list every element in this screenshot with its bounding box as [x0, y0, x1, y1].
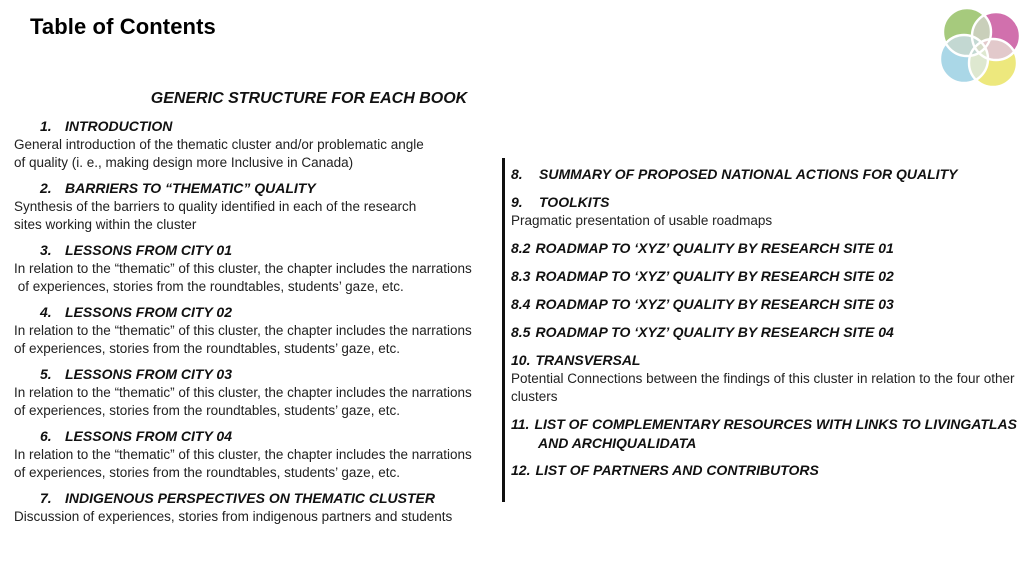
toc-item-description: In relation to the “thematic” of this cluster, the chapter includes the narrations — [14, 447, 472, 462]
toc-item-title-text: ROADMAP TO ‘XYZ’ QUALITY BY RESEARCH SITE 01 — [535, 240, 894, 256]
toc-item — [14, 365, 484, 420]
toc-item-heading — [14, 241, 484, 260]
toc-item — [511, 295, 1024, 314]
toc-item-heading — [511, 323, 1024, 342]
toc-item-heading — [511, 193, 1024, 212]
toc-item-number: 10. — [511, 352, 531, 368]
toc-item-title-text: ROADMAP TO ‘XYZ’ QUALITY BY RESEARCH SITE 03 — [535, 296, 894, 312]
toc-item-title-text: INDIGENOUS PERSPECTIVES ON THEMATIC CLUSTER — [65, 490, 435, 506]
toc-item-description: Pragmatic presentation of usable roadmaps — [511, 213, 773, 228]
toc-item — [511, 267, 1024, 286]
toc-item-number: 8.3 — [511, 268, 531, 284]
toc-item-heading — [14, 427, 484, 446]
toc-item-number: 1. — [40, 118, 52, 134]
toc-item-description: sites working within the cluster — [14, 217, 197, 232]
toc-item-heading — [511, 295, 1024, 314]
toc-item — [14, 241, 484, 296]
toc-item-description: In relation to the “thematic” of this cluster, the chapter includes the narrations — [14, 323, 472, 338]
toc-item-title-text: LIST OF COMPLEMENTARY RESOURCES WITH LINKS TO LIVINGATLAS — [534, 416, 1017, 432]
toc-item-description: General introduction of the thematic cluster and/or problematic angle — [14, 137, 424, 152]
toc-item — [511, 461, 1024, 480]
toc-item-title-text: TOOLKITS — [539, 194, 610, 210]
toc-item-description: Discussion of experiences, stories from indigenous partners and students — [14, 509, 453, 524]
toc-item-number: 9. — [511, 194, 523, 210]
toc-item-heading — [511, 461, 1024, 480]
toc-item-title-text: LESSONS FROM CITY 04 — [65, 428, 232, 444]
toc-item-title-text: SUMMARY OF PROPOSED NATIONAL ACTIONS FOR QUALITY — [539, 166, 958, 182]
toc-item-number: 11. — [511, 416, 530, 432]
toc-item-heading — [511, 165, 1024, 184]
toc-item-heading — [14, 489, 484, 508]
toc-item — [14, 489, 484, 526]
toc-item — [14, 303, 484, 358]
toc-item-heading — [511, 415, 1024, 434]
toc-item-title-text: LIST OF PARTNERS AND CONTRIBUTORS — [535, 462, 819, 478]
toc-item-title-text: LESSONS FROM CITY 01 — [65, 242, 232, 258]
toc-item — [14, 179, 484, 234]
toc-item-heading-line2: AND ARCHIQUALIDATA — [538, 435, 697, 451]
toc-item-number: 8.2 — [511, 240, 531, 256]
toc-item-heading — [14, 365, 484, 384]
toc-item-heading — [511, 351, 1024, 370]
column-divider-line — [502, 158, 505, 502]
toc-item-title-text: LESSONS FROM CITY 03 — [65, 366, 232, 382]
toc-heading: GENERIC STRUCTURE FOR EACH BOOK — [150, 90, 468, 107]
toc-item-description: of experiences, stories from the roundtables, students’ gaze, etc. — [14, 465, 400, 480]
toc-item-number: 4. — [40, 304, 52, 320]
toc-item — [14, 427, 484, 482]
logo — [936, 6, 1024, 90]
toc-item-description: Synthesis of the barriers to quality identified in each of the research — [14, 199, 417, 214]
toc-item-description: In relation to the “thematic” of this cluster, the chapter includes the narrations — [14, 385, 472, 400]
toc-item-title-text: BARRIERS TO “THEMATIC” QUALITY — [65, 180, 316, 196]
toc-right-column — [511, 165, 1024, 489]
toc-item-title-text: LESSONS FROM CITY 02 — [65, 304, 232, 320]
toc-item — [511, 323, 1024, 342]
toc-item-title-text: ROADMAP TO ‘XYZ’ QUALITY BY RESEARCH SITE 04 — [535, 324, 894, 340]
toc-item-description: of quality (i. e., making design more Inclusive in Canada) — [14, 155, 354, 170]
toc-item — [14, 117, 484, 172]
page-title: Table of Contents — [30, 14, 216, 39]
toc-item-number: 2. — [40, 180, 52, 196]
toc-item-heading — [511, 239, 1024, 258]
toc-item-title-text: INTRODUCTION — [65, 118, 173, 134]
toc-left-column — [14, 117, 484, 533]
toc-item-description: of experiences, stories from the roundtables, students’ gaze, etc. — [14, 403, 400, 418]
toc-item — [511, 193, 1024, 230]
toc-item-number: 6. — [40, 428, 52, 444]
toc-item-number: 5. — [40, 366, 52, 382]
toc-item-number: 12. — [511, 462, 531, 478]
toc-item-description: of experiences, stories from the roundtables, students’ gaze, etc. — [14, 279, 404, 294]
toc-item — [511, 239, 1024, 258]
toc-item — [511, 165, 1024, 184]
toc-item-number: 8.4 — [511, 296, 531, 312]
toc-item-title-text: TRANSVERSAL — [535, 352, 641, 368]
toc-item-number: 3. — [40, 242, 52, 258]
toc-item-heading — [14, 179, 484, 198]
toc-item-number: 8.5 — [511, 324, 531, 340]
toc-item-heading — [14, 303, 484, 322]
toc-item-number: 7. — [40, 490, 52, 506]
toc-item-description: In relation to the “thematic” of this cluster, the chapter includes the narrations — [14, 261, 472, 276]
logo-circles — [940, 8, 1020, 87]
toc-item-heading — [511, 267, 1024, 286]
toc-item-number: 8. — [511, 166, 523, 182]
toc-item — [511, 415, 1024, 452]
toc-item-heading — [14, 117, 484, 136]
toc-item-description: Potential Connections between the findings of this cluster in relation to the four other — [511, 371, 1015, 386]
toc-item-title-text: ROADMAP TO ‘XYZ’ QUALITY BY RESEARCH SITE 02 — [535, 268, 894, 284]
toc-item-description: of experiences, stories from the roundtables, students’ gaze, etc. — [14, 341, 400, 356]
toc-item — [511, 351, 1024, 406]
toc-item-description: clusters — [511, 389, 558, 404]
